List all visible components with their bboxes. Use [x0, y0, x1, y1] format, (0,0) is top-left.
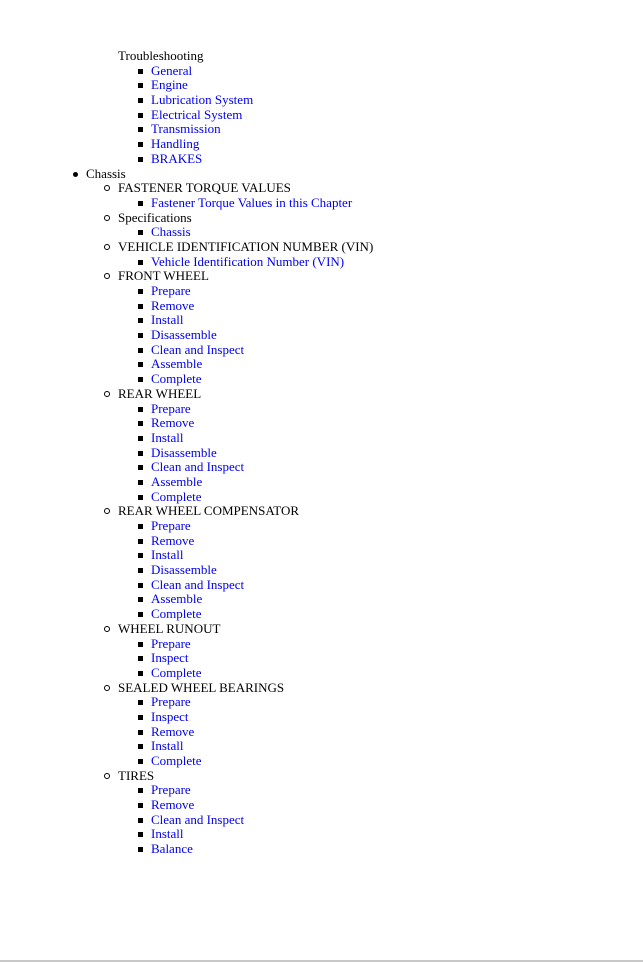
circle-bullet-icon [104, 244, 110, 250]
section-link[interactable]: Install [151, 738, 184, 754]
troubleshooting-link[interactable]: General [151, 62, 193, 78]
square-bullet-icon [138, 759, 143, 764]
square-bullet-icon [138, 407, 143, 412]
circle-bullet-icon [104, 626, 110, 632]
square-bullet-icon [138, 230, 143, 235]
section-link[interactable]: Disassemble [151, 444, 217, 460]
list-item [0, 563, 643, 578]
section-link[interactable]: Clean and Inspect [151, 459, 245, 475]
list-item [0, 592, 643, 607]
section-link[interactable]: Clean and Inspect [151, 576, 245, 592]
document-outline [0, 49, 643, 857]
square-bullet-icon [138, 671, 143, 676]
square-bullet-icon [138, 98, 143, 103]
section-link[interactable]: Install [151, 312, 184, 328]
circle-bullet-icon [104, 773, 110, 779]
section-heading [0, 387, 643, 402]
list-item [0, 93, 643, 108]
section-link[interactable]: Prepare [151, 283, 191, 298]
troubleshooting-list [0, 64, 643, 167]
circle-bullet-icon [104, 391, 110, 397]
section-link[interactable]: Fastener Torque Values in this Chapter [151, 194, 353, 210]
square-bullet-icon [138, 127, 143, 132]
square-bullet-icon [138, 788, 143, 793]
list-item [0, 416, 643, 431]
section-heading-label: FASTENER TORQUE VALUES [118, 180, 291, 196]
square-bullet-icon [138, 348, 143, 353]
chassis-heading [0, 167, 643, 182]
section-heading [0, 211, 643, 226]
square-bullet-icon [138, 83, 143, 88]
section-link[interactable]: Install [151, 826, 184, 842]
square-bullet-icon [138, 715, 143, 720]
square-bullet-icon [138, 832, 143, 837]
list-item [0, 754, 643, 769]
square-bullet-icon [138, 730, 143, 735]
section-link[interactable]: Assemble [151, 356, 203, 372]
list-item [0, 152, 643, 167]
list-item [0, 225, 643, 240]
troubleshooting-link[interactable]: Lubrication System [151, 92, 254, 108]
list-item [0, 725, 643, 740]
list-item [0, 328, 643, 343]
square-bullet-icon [138, 318, 143, 323]
square-bullet-icon [138, 700, 143, 705]
section-heading-label: REAR WHEEL [118, 385, 202, 401]
square-bullet-icon [138, 69, 143, 74]
list-item [0, 137, 643, 152]
square-bullet-icon [138, 568, 143, 573]
list-item [0, 798, 643, 813]
square-bullet-icon [138, 803, 143, 808]
list-item [0, 666, 643, 681]
square-bullet-icon [138, 583, 143, 588]
section-heading-label: FRONT WHEEL [118, 268, 209, 284]
section-link[interactable]: Disassemble [151, 562, 217, 578]
list-item [0, 78, 643, 93]
section-link[interactable]: Prepare [151, 400, 191, 416]
list-item [0, 122, 643, 137]
square-bullet-icon [138, 260, 143, 265]
square-bullet-icon [138, 553, 143, 558]
square-bullet-icon [138, 333, 143, 338]
list-item [0, 827, 643, 842]
list-item [0, 637, 643, 652]
section-link[interactable]: Complete [151, 664, 202, 680]
section-link[interactable]: Chassis [151, 224, 191, 240]
list-item [0, 783, 643, 798]
square-bullet-icon [138, 847, 143, 852]
list-item [0, 813, 643, 828]
circle-bullet-icon [104, 215, 110, 221]
list-item [0, 313, 643, 328]
square-bullet-icon [138, 539, 143, 544]
section-heading-label: WHEEL RUNOUT [118, 620, 221, 636]
square-bullet-icon [138, 377, 143, 382]
circle-bullet-icon [104, 508, 110, 514]
square-bullet-icon [138, 157, 143, 162]
section-heading [0, 769, 643, 784]
square-bullet-icon [138, 495, 143, 500]
section-heading-label: TIRES [118, 767, 155, 783]
square-bullet-icon [138, 436, 143, 441]
square-bullet-icon [138, 304, 143, 309]
square-bullet-icon [138, 818, 143, 823]
circle-bullet-icon [104, 685, 110, 691]
troubleshooting-link[interactable]: Electrical System [151, 106, 243, 122]
list-item [0, 108, 643, 123]
section-link[interactable]: Complete [151, 488, 202, 504]
list-item [0, 299, 643, 314]
section-link[interactable]: Complete [151, 606, 202, 622]
section-link[interactable]: Complete [151, 753, 202, 768]
list-item [0, 64, 643, 79]
list-item [0, 695, 643, 710]
troubleshooting-heading [0, 49, 643, 64]
troubleshooting-link[interactable]: Transmission [151, 121, 221, 137]
list-item [0, 548, 643, 563]
circle-bullet-icon [104, 273, 110, 279]
list-item [0, 460, 643, 475]
section-heading [0, 269, 643, 284]
list-item [0, 710, 643, 725]
list-item [0, 739, 643, 754]
square-bullet-icon [138, 201, 143, 206]
section-link[interactable]: Complete [151, 371, 202, 387]
square-bullet-icon [138, 451, 143, 456]
square-bullet-icon [138, 744, 143, 749]
section-link[interactable]: Install [151, 547, 184, 563]
section-link[interactable]: Prepare [151, 518, 191, 533]
list-item [0, 402, 643, 417]
list-item [0, 607, 643, 622]
section-link[interactable]: Inspect [151, 650, 189, 666]
square-bullet-icon [138, 656, 143, 661]
section-link[interactable]: Prepare [151, 635, 191, 651]
section-link[interactable]: Prepare [151, 782, 191, 798]
list-item [0, 651, 643, 666]
section-link[interactable]: Remove [151, 415, 195, 431]
list-item [0, 284, 643, 299]
troubleshooting-link[interactable]: Engine [151, 77, 188, 93]
section-link[interactable]: Clean and Inspect [151, 811, 245, 827]
square-bullet-icon [138, 597, 143, 602]
circle-bullet-icon [104, 185, 110, 191]
square-bullet-icon [138, 289, 143, 294]
section-link[interactable]: Remove [151, 532, 195, 548]
section-heading [0, 181, 643, 196]
troubleshooting-link[interactable]: Handling [151, 136, 200, 152]
section-link[interactable]: Remove [151, 723, 195, 739]
section-link[interactable]: Prepare [151, 694, 191, 710]
chassis-heading-label: Chassis [86, 165, 126, 181]
square-bullet-icon [138, 362, 143, 367]
chassis-sections [0, 181, 643, 857]
section-link[interactable]: Clean and Inspect [151, 341, 245, 357]
square-bullet-icon [138, 465, 143, 470]
square-bullet-icon [138, 113, 143, 118]
square-bullet-icon [138, 421, 143, 426]
section-heading [0, 622, 643, 637]
section-heading [0, 504, 643, 519]
section-heading [0, 681, 643, 696]
section-heading-label: SEALED WHEEL BEARINGS [118, 679, 285, 695]
disc-bullet-icon [73, 172, 78, 177]
section-link[interactable]: Inspect [151, 708, 189, 724]
list-item [0, 196, 643, 211]
section-heading-label: VEHICLE IDENTIFICATION NUMBER (VIN) [118, 238, 374, 254]
list-item [0, 431, 643, 446]
list-item [0, 357, 643, 372]
list-item [0, 446, 643, 461]
section-link[interactable]: Vehicle Identification Number (VIN) [151, 253, 345, 269]
square-bullet-icon [138, 642, 143, 647]
square-bullet-icon [138, 524, 143, 529]
section-link[interactable]: Install [151, 429, 184, 445]
list-item [0, 534, 643, 549]
section-link[interactable]: Assemble [151, 473, 203, 489]
section-heading [0, 240, 643, 255]
list-item [0, 475, 643, 490]
section-link[interactable]: Remove [151, 297, 195, 313]
list-item [0, 490, 643, 505]
square-bullet-icon [138, 142, 143, 147]
list-item [0, 372, 643, 387]
section-heading-label: Specifications [118, 209, 192, 225]
section-link[interactable]: Assemble [151, 591, 203, 607]
square-bullet-icon [138, 612, 143, 617]
list-item [0, 519, 643, 534]
troubleshooting-heading-label: Troubleshooting [118, 48, 204, 63]
list-item [0, 578, 643, 593]
section-heading-label: REAR WHEEL COMPENSATOR [118, 503, 300, 519]
list-item [0, 842, 643, 857]
troubleshooting-link[interactable]: BRAKES [151, 150, 203, 166]
list-item [0, 255, 643, 270]
section-link[interactable]: Remove [151, 797, 195, 813]
section-link[interactable]: Balance [151, 841, 193, 857]
square-bullet-icon [138, 480, 143, 485]
section-link[interactable]: Disassemble [151, 327, 217, 343]
list-item [0, 343, 643, 358]
